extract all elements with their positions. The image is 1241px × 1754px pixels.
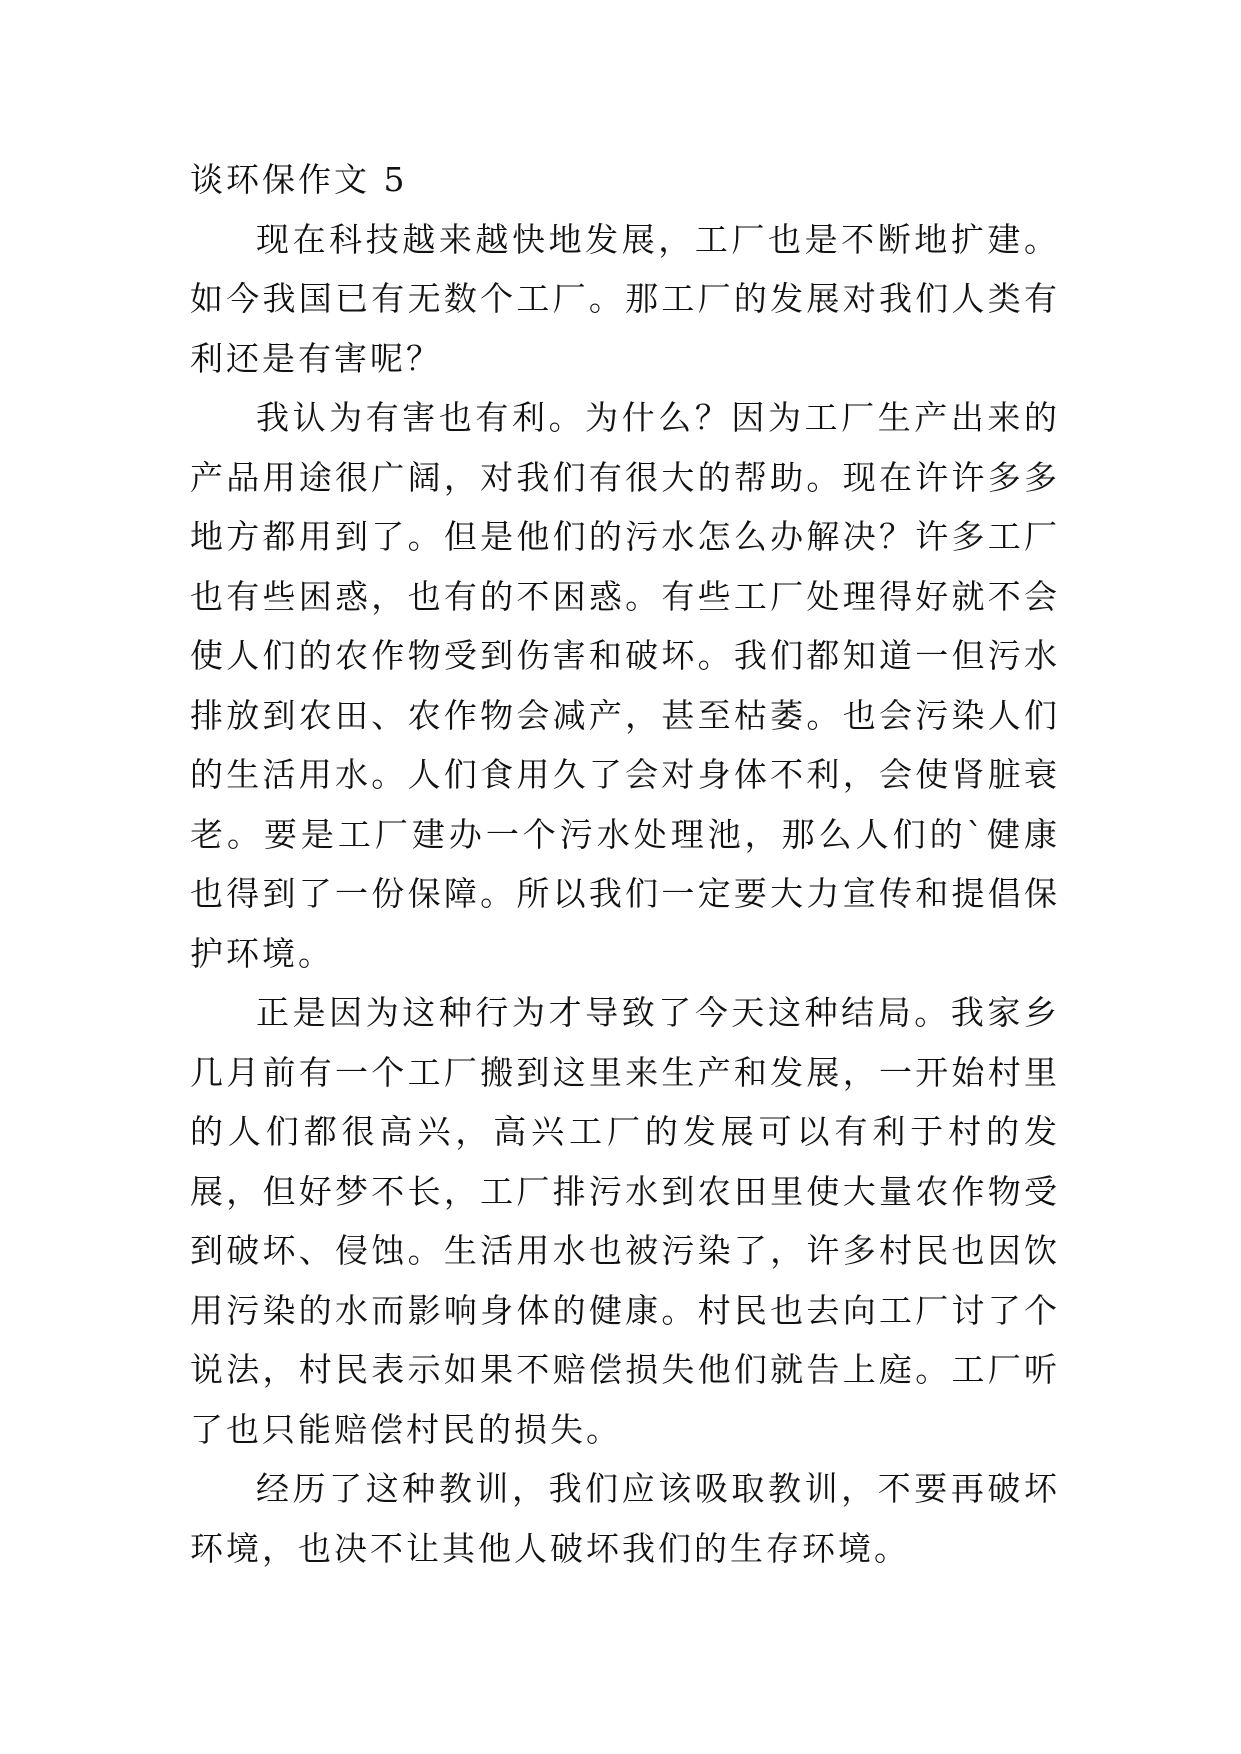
document-title: 谈环保作文 5 — [190, 160, 408, 199]
paragraph-4: 经历了这种教训，我们应该吸取教训，不要再破坏环境，也决不让其他人破坏我们的生存环境。 — [190, 1469, 1060, 1568]
paragraph-2: 我认为有害也有利。为什么？因为工厂生产出来的产品用途很广阔，对我们有很大的帮助。现在许许多多地方都用到了。但是他们的污水怎么办解决？许多工厂也有些困惑，也有的不困惑。有些工厂处理得好就不会使人们的农作物受到伤害和破坏。我们都知道一但污水排放到农田、农作物会减产，甚至枯萎。也会污染人们的生活用水。人们食用久了会对身体不利，会使肾脏衰老。要是工厂建办一个污水处理池，那么人们的`健康也得到了一份保障。所以我们一定要大力宣传和提倡保护环境。 — [190, 398, 1060, 973]
document-page — [190, 150, 1060, 1578]
paragraph-1: 现在科技越来越快地发展，工厂也是不断地扩建。如今我国已有无数个工厂。那工厂的发展对我们人类有利还是有害呢？ — [190, 219, 1060, 378]
paragraph-3: 正是因为这种行为才导致了今天这种结局。我家乡几月前有一个工厂搬到这里来生产和发展，一开始村里的人们都很高兴，高兴工厂的发展可以有利于村的发展，但好梦不长，工厂排污水到农田里使大量农作物受到破坏、侵蚀。生活用水也被污染了，许多村民也因饮用污染的水而影响身体的健康。村民也去向工厂讨了个说法，村民表示如果不赔偿损失他们就告上庭。工厂听了也只能赔偿村民的损失。 — [190, 993, 1060, 1449]
